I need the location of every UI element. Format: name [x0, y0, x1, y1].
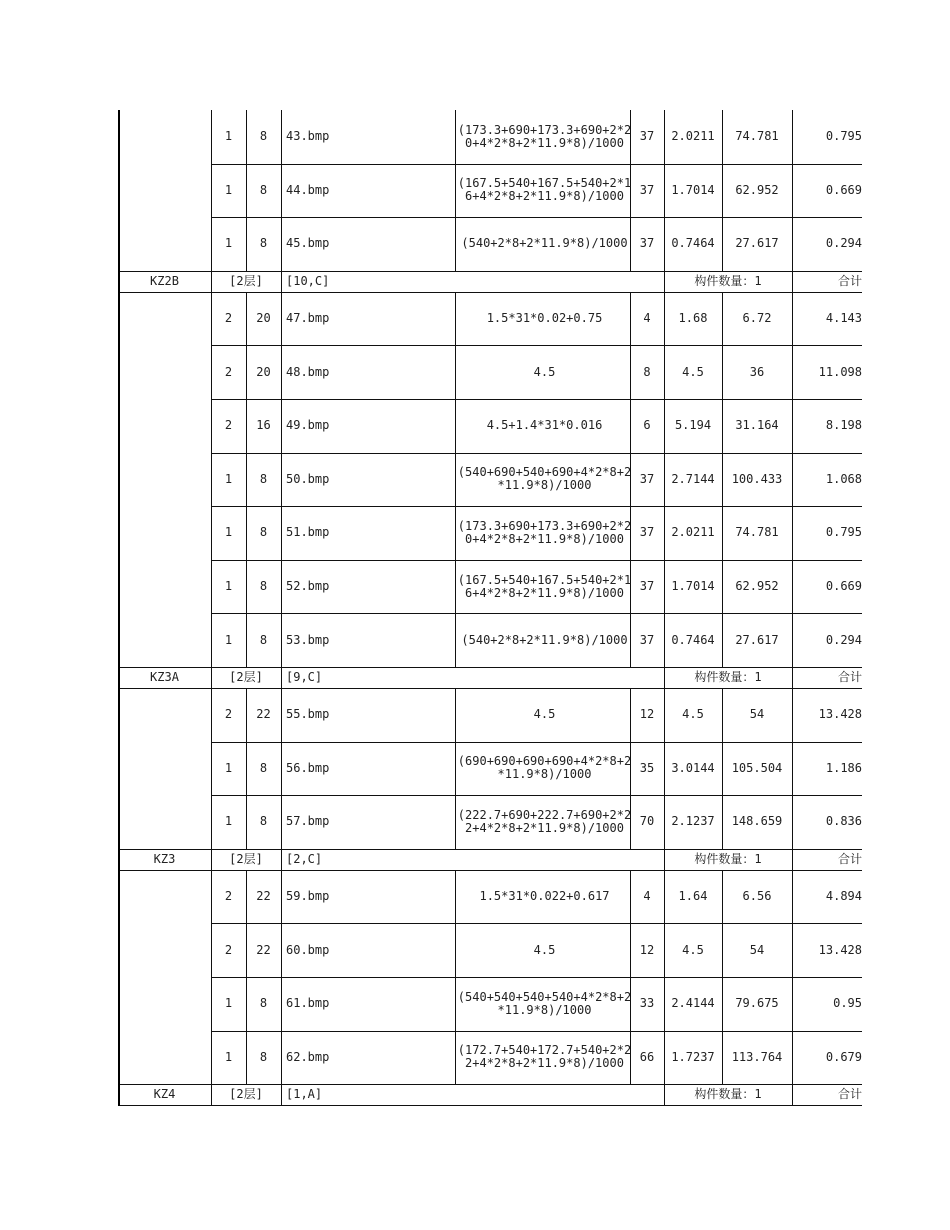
rebar-diameter: 16 — [256, 418, 271, 433]
component-quantity: 构件数量：1 — [694, 273, 762, 288]
rebar-single-length: 2.4144 — [671, 996, 715, 1011]
rebar-diameter: 8 — [259, 996, 268, 1011]
rebar-total-length: 62.952 — [735, 579, 779, 594]
rebar-length-formula: 4.5 — [533, 942, 556, 957]
rebar-length-formula: (540+690+540+690+4*2*8+2*11.9*8)/1000 — [457, 465, 632, 493]
rebar-diameter: 22 — [256, 942, 271, 957]
rebar-weight: 0.669 — [825, 182, 862, 197]
rebar-row-count: 1 — [224, 760, 233, 775]
rebar-count: 4 — [643, 889, 651, 904]
rebar-row-count: 1 — [224, 814, 233, 829]
rebar-single-length: 1.7237 — [671, 1049, 715, 1064]
rebar-count: 37 — [639, 182, 655, 197]
component-axis: [9,C] — [286, 670, 323, 684]
component-code: KZ4 — [153, 1087, 176, 1102]
rebar-total-length: 27.617 — [735, 236, 779, 251]
rebar-length-formula: (222.7+690+222.7+690+2*22+4*2*8+2*11.9*8)/1000 — [457, 807, 632, 835]
rebar-weight: 4.894 — [825, 889, 862, 904]
component-code: KZ2B — [150, 273, 179, 288]
rebar-row-count: 2 — [224, 889, 233, 904]
rebar-weight: 1.186 — [825, 760, 862, 775]
rebar-total-length: 31.164 — [735, 418, 779, 433]
rebar-row-count: 2 — [224, 364, 233, 379]
rebar-single-length: 2.0211 — [671, 525, 715, 540]
rebar-total-length: 54 — [749, 707, 765, 722]
rebar-diameter: 8 — [259, 579, 268, 594]
rebar-weight: 1.068 — [825, 471, 862, 486]
rebar-single-length: 5.194 — [674, 418, 712, 433]
component-total-label: 合计 — [837, 851, 862, 866]
rebar-length-formula: (167.5+540+167.5+540+2*16+4*2*8+2*11.9*8)/1000 — [457, 176, 632, 204]
component-floor: [2层] — [229, 1087, 263, 1102]
rebar-row-count: 2 — [224, 707, 233, 722]
rebar-count: 37 — [639, 525, 655, 540]
rebar-shape-image-name: 49.bmp — [286, 418, 330, 433]
rebar-length-formula: (167.5+540+167.5+540+2*16+4*2*8+2*11.9*8)/1000 — [457, 572, 632, 600]
rebar-row-count: 1 — [224, 525, 233, 540]
rebar-row-count: 1 — [224, 579, 233, 594]
rebar-diameter: 8 — [259, 632, 268, 647]
rebar-total-length: 79.675 — [735, 996, 779, 1011]
rebar-total-length: 148.659 — [731, 814, 783, 829]
rebar-diameter: 8 — [259, 129, 268, 144]
rebar-weight: 8.198 — [825, 418, 862, 433]
rebar-length-formula: (540+2*8+2*11.9*8)/1000 — [461, 236, 628, 251]
rebar-weight: 0.95 — [833, 996, 862, 1011]
rebar-length-formula: 4.5 — [533, 707, 556, 722]
rebar-weight: 13.428 — [818, 707, 862, 722]
rebar-shape-image-name: 48.bmp — [286, 364, 330, 379]
component-code: KZ3 — [153, 851, 176, 866]
rebar-count: 8 — [643, 364, 651, 379]
rebar-diameter: 8 — [259, 525, 268, 540]
component-axis: [10,C] — [286, 273, 330, 288]
rebar-diameter: 22 — [256, 707, 271, 722]
rebar-single-length: 0.7464 — [671, 236, 715, 251]
rebar-shape-image-name: 57.bmp — [286, 814, 330, 829]
rebar-row-count: 1 — [224, 632, 233, 647]
rebar-row-count: 1 — [224, 236, 233, 251]
rebar-shape-image-name: 43.bmp — [286, 129, 330, 144]
component-code: KZ3A — [150, 670, 179, 684]
rebar-diameter: 8 — [259, 236, 268, 251]
component-floor: [2层] — [229, 273, 263, 288]
rebar-shape-image-name: 60.bmp — [286, 942, 330, 957]
rebar-single-length: 2.1237 — [671, 814, 715, 829]
rebar-single-length: 3.0144 — [671, 760, 715, 775]
rebar-shape-image-name: 47.bmp — [286, 311, 330, 326]
rebar-total-length: 62.952 — [735, 182, 779, 197]
rebar-shape-image-name: 52.bmp — [286, 579, 330, 594]
grid-line-vertical — [118, 110, 120, 1106]
component-quantity: 构件数量：1 — [694, 1087, 762, 1102]
rebar-count: 37 — [639, 471, 655, 486]
component-axis: [2,C] — [286, 851, 323, 866]
rebar-weight: 0.795 — [825, 525, 862, 540]
rebar-length-formula: 1.5*31*0.022+0.617 — [479, 889, 610, 904]
rebar-length-formula: 4.5 — [533, 364, 556, 379]
rebar-count: 37 — [639, 129, 655, 144]
component-quantity: 构件数量：1 — [694, 851, 762, 866]
component-quantity: 构件数量：1 — [694, 670, 762, 684]
rebar-diameter: 8 — [259, 760, 268, 775]
rebar-row-count: 1 — [224, 996, 233, 1011]
rebar-total-length: 6.56 — [742, 889, 772, 904]
rebar-count: 4 — [643, 311, 651, 326]
rebar-length-formula: 4.5+1.4*31*0.016 — [486, 418, 603, 433]
component-axis: [1,A] — [286, 1087, 323, 1102]
rebar-row-count: 1 — [224, 1049, 233, 1064]
rebar-single-length: 4.5 — [682, 707, 704, 722]
rebar-weight: 0.679 — [825, 1049, 862, 1064]
rebar-weight: 0.669 — [825, 579, 862, 594]
rebar-weight: 0.836 — [825, 814, 862, 829]
component-total-label: 合计 — [837, 273, 862, 288]
rebar-shape-image-name: 61.bmp — [286, 996, 330, 1011]
rebar-count: 66 — [639, 1049, 655, 1064]
rebar-length-formula: (173.3+690+173.3+690+2*20+4*2*8+2*11.9*8)/1000 — [457, 518, 632, 546]
rebar-total-length: 6.72 — [742, 311, 772, 326]
rebar-shape-image-name: 59.bmp — [286, 889, 330, 904]
rebar-diameter: 20 — [256, 311, 271, 326]
rebar-total-length: 74.781 — [735, 129, 779, 144]
rebar-count: 12 — [639, 707, 655, 722]
rebar-length-formula: 1.5*31*0.02+0.75 — [486, 311, 603, 326]
rebar-count: 37 — [639, 632, 655, 647]
rebar-count: 37 — [639, 579, 655, 594]
rebar-weight: 0.294 — [825, 632, 862, 647]
rebar-count: 37 — [639, 236, 655, 251]
rebar-weight: 13.428 — [818, 942, 862, 957]
rebar-count: 12 — [639, 942, 655, 957]
rebar-single-length: 2.0211 — [671, 129, 715, 144]
component-total-label: 合计 — [837, 1087, 862, 1102]
rebar-single-length: 2.7144 — [671, 471, 715, 486]
rebar-row-count: 1 — [224, 182, 233, 197]
rebar-weight: 0.795 — [825, 129, 862, 144]
rebar-weight: 0.294 — [825, 236, 862, 251]
rebar-total-length: 100.433 — [731, 471, 783, 486]
rebar-shape-image-name: 53.bmp — [286, 632, 330, 647]
rebar-total-length: 36 — [749, 364, 765, 379]
rebar-length-formula: (690+690+690+690+4*2*8+2*11.9*8)/1000 — [457, 754, 632, 782]
rebar-single-length: 1.7014 — [671, 182, 715, 197]
rebar-single-length: 4.5 — [682, 942, 704, 957]
rebar-count: 70 — [639, 814, 655, 829]
rebar-total-length: 105.504 — [731, 760, 783, 775]
rebar-diameter: 8 — [259, 1049, 268, 1064]
rebar-count: 33 — [639, 996, 655, 1011]
rebar-total-length: 27.617 — [735, 632, 779, 647]
rebar-shape-image-name: 56.bmp — [286, 760, 330, 775]
rebar-single-length: 1.7014 — [671, 579, 715, 594]
rebar-row-count: 1 — [224, 129, 233, 144]
rebar-length-formula: (540+2*8+2*11.9*8)/1000 — [461, 632, 628, 647]
rebar-single-length: 1.64 — [678, 889, 708, 904]
component-total-label: 合计 — [837, 670, 862, 684]
rebar-shape-image-name: 45.bmp — [286, 236, 330, 251]
rebar-diameter: 22 — [256, 889, 271, 904]
rebar-shape-image-name: 55.bmp — [286, 707, 330, 722]
rebar-weight: 11.098 — [818, 364, 862, 379]
rebar-shape-image-name: 51.bmp — [286, 525, 330, 540]
rebar-row-count: 2 — [224, 311, 233, 326]
rebar-diameter: 8 — [259, 471, 268, 486]
rebar-shape-image-name: 50.bmp — [286, 471, 330, 486]
rebar-count: 35 — [639, 760, 655, 775]
rebar-shape-image-name: 44.bmp — [286, 182, 330, 197]
component-floor: [2层] — [229, 851, 263, 866]
rebar-length-formula: (172.7+540+172.7+540+2*22+4*2*8+2*11.9*8)/1000 — [457, 1043, 632, 1071]
rebar-length-formula: (540+540+540+540+4*2*8+2*11.9*8)/1000 — [457, 989, 632, 1017]
rebar-single-length: 0.7464 — [671, 632, 715, 647]
rebar-row-count: 1 — [224, 471, 233, 486]
component-floor: [2层] — [229, 670, 263, 684]
rebar-weight: 4.143 — [825, 311, 862, 326]
rebar-single-length: 4.5 — [682, 364, 704, 379]
rebar-total-length: 113.764 — [731, 1049, 783, 1064]
rebar-diameter: 8 — [259, 182, 268, 197]
rebar-row-count: 2 — [224, 418, 233, 433]
rebar-single-length: 1.68 — [678, 311, 708, 326]
rebar-row-count: 2 — [224, 942, 233, 957]
rebar-shape-image-name: 62.bmp — [286, 1049, 330, 1064]
rebar-count: 6 — [643, 418, 651, 433]
grid-line-horizontal — [118, 1105, 862, 1106]
rebar-length-formula: (173.3+690+173.3+690+2*20+4*2*8+2*11.9*8)/1000 — [457, 122, 632, 150]
rebar-diameter: 8 — [259, 814, 268, 829]
rebar-diameter: 20 — [256, 364, 271, 379]
rebar-total-length: 54 — [749, 942, 765, 957]
rebar-total-length: 74.781 — [735, 525, 779, 540]
